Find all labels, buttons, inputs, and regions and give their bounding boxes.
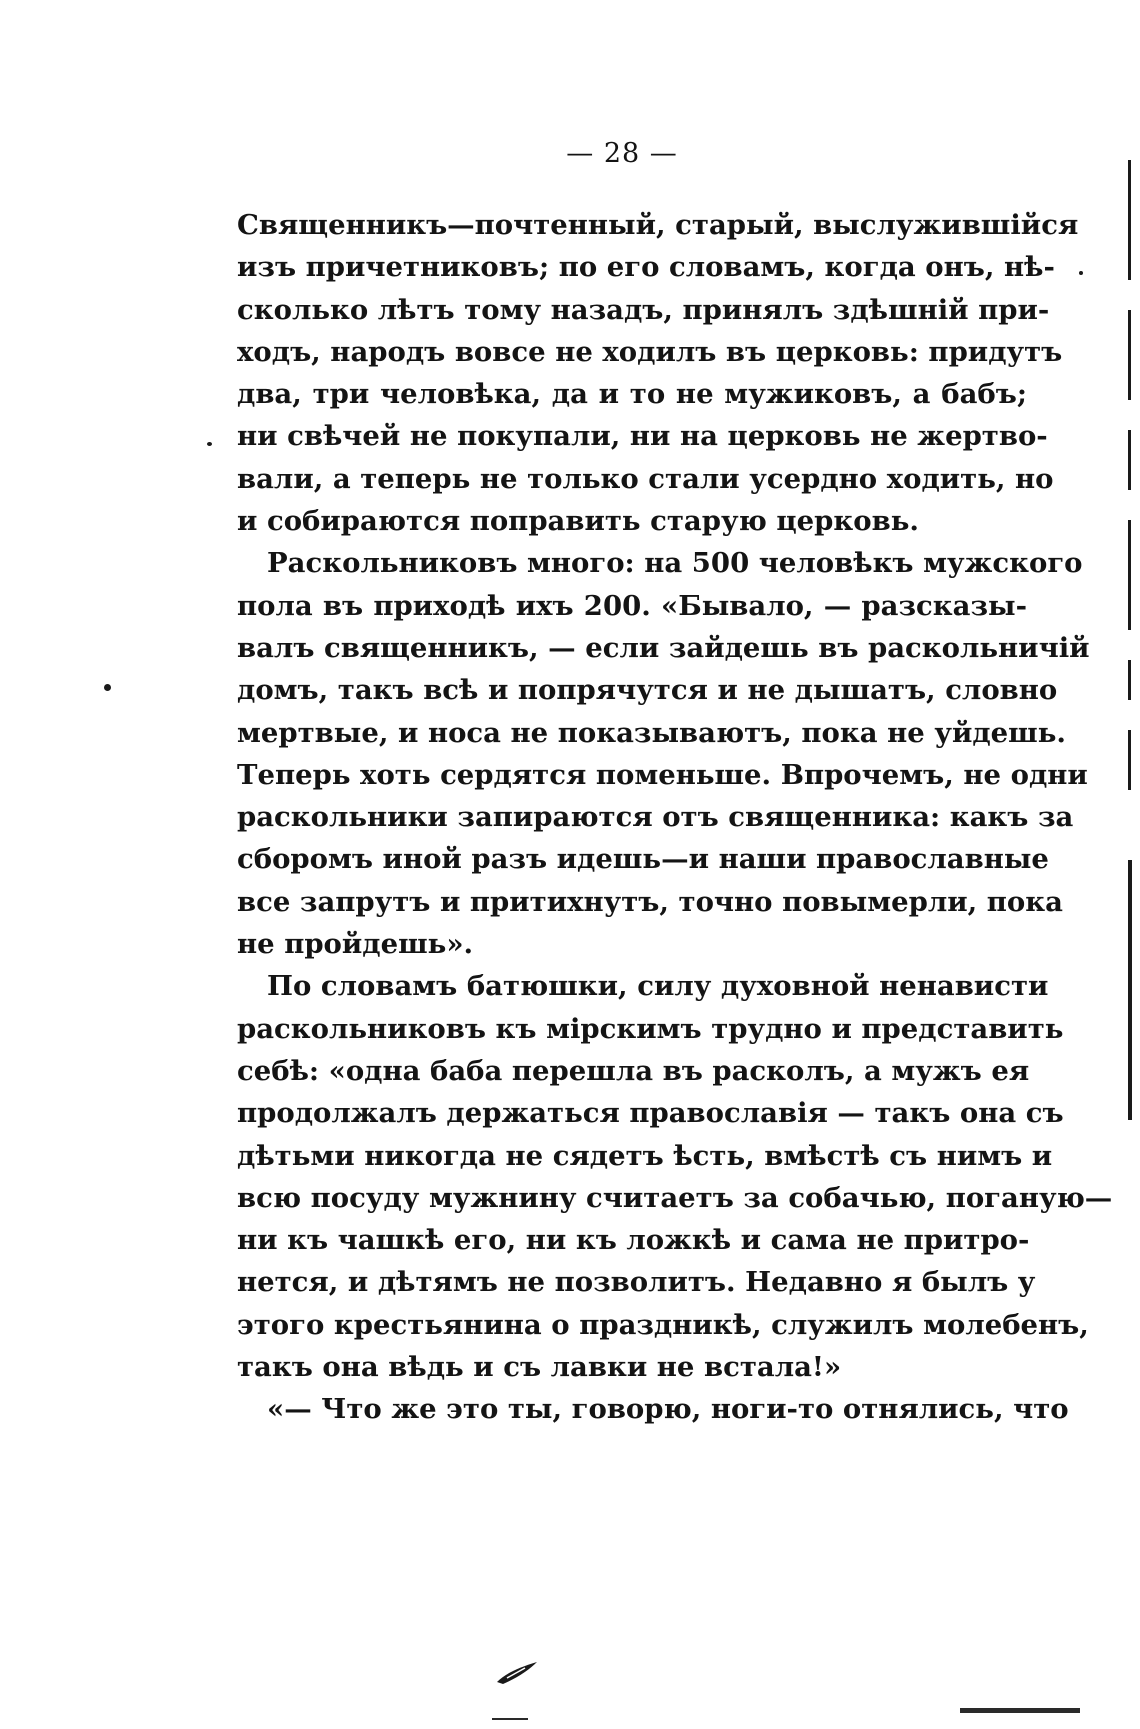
paragraph-start-line: Раскольниковъ много: на 500 человѣкъ мужского: [267, 547, 1083, 580]
text-line: раскольниковъ къ мірскимъ трудно и представить: [237, 1012, 1064, 1045]
text-line: не пройдешь».: [237, 928, 474, 961]
text-line: два, три человѣка, да и то не мужиковъ, а бабъ;: [237, 378, 1027, 411]
text-line: вали, а теперь не только стали усердно ходить, но: [237, 462, 1054, 495]
paragraph-start-line: «— Что же это ты, говорю, ноги-то отнялись, что: [267, 1393, 1069, 1426]
text-line: пола въ приходѣ ихъ 200. «Бывало, — разсказы-: [237, 589, 1027, 622]
text-line: продолжалъ держаться православія — такъ она съ: [237, 1097, 1064, 1130]
text-line: раскольники запираются отъ священника: какъ за: [237, 801, 1074, 834]
text-line: изъ причетниковъ; по его словамъ, когда онъ, нѣ-: [237, 251, 1055, 284]
body-text: [237, 204, 1113, 1431]
text-line: всю посуду мужнину считаетъ за собачью, поганую—: [237, 1181, 1113, 1214]
text-line: мертвые, и носа не показываютъ, пока не уйдешь.: [237, 716, 1066, 749]
scan-speck: [104, 684, 111, 691]
text-line: такъ она вѣдь и съ лавки не встала!»: [237, 1351, 842, 1384]
scan-speck: [207, 442, 212, 446]
text-line: все запрутъ и притихнутъ, точно повымерли, пока: [237, 885, 1063, 918]
page-number: — 28 —: [566, 138, 678, 169]
text-line: ни къ чашкѣ его, ни къ ложкѣ и сама не притро-: [237, 1224, 1030, 1257]
text-line: валъ священникъ, — если зайдешь въ раскольничій: [237, 631, 1090, 664]
text-line: домъ, такъ всѣ и попрячутся и не дышатъ, словно: [237, 674, 1058, 707]
text-line: и собираются поправить старую церковь.: [237, 505, 919, 538]
printers-ornament: [495, 1660, 541, 1686]
text-line: сколько лѣтъ тому назадъ, принялъ здѣшній при-: [237, 293, 1050, 326]
bottom-scan-mark: [492, 1718, 528, 1720]
text-line: Священникъ—почтенный, старый, выслужившійся: [237, 209, 1079, 241]
text-line: дѣтьми никогда не сядетъ ѣсть, вмѣстѣ съ нимъ и: [237, 1139, 1053, 1172]
text-line: Теперь хоть сердятся поменьше. Впрочемъ, не одни: [237, 758, 1088, 791]
text-line: нется, и дѣтямъ не позволитъ. Недавно я былъ у: [237, 1266, 1036, 1299]
text-line: ни свѣчей не покупали, ни на церковь не жертво-: [237, 420, 1048, 453]
bottom-scan-mark: [960, 1708, 1080, 1713]
scan-speck: [1079, 271, 1083, 275]
text-line: сборомъ иной разъ идешь—и наши православные: [237, 843, 1049, 876]
page-edge-shadow: [1128, 160, 1132, 1430]
text-line: себѣ: «одна баба перешла въ расколъ, а мужъ ея: [237, 1054, 1030, 1087]
text-line: ходъ, народъ вовсе не ходилъ въ церковь: придутъ: [237, 335, 1063, 368]
text-line: этого крестьянина о праздникѣ, служилъ молебенъ,: [237, 1308, 1089, 1341]
paragraph-start-line: По словамъ батюшки, силу духовной ненависти: [267, 970, 1049, 1003]
